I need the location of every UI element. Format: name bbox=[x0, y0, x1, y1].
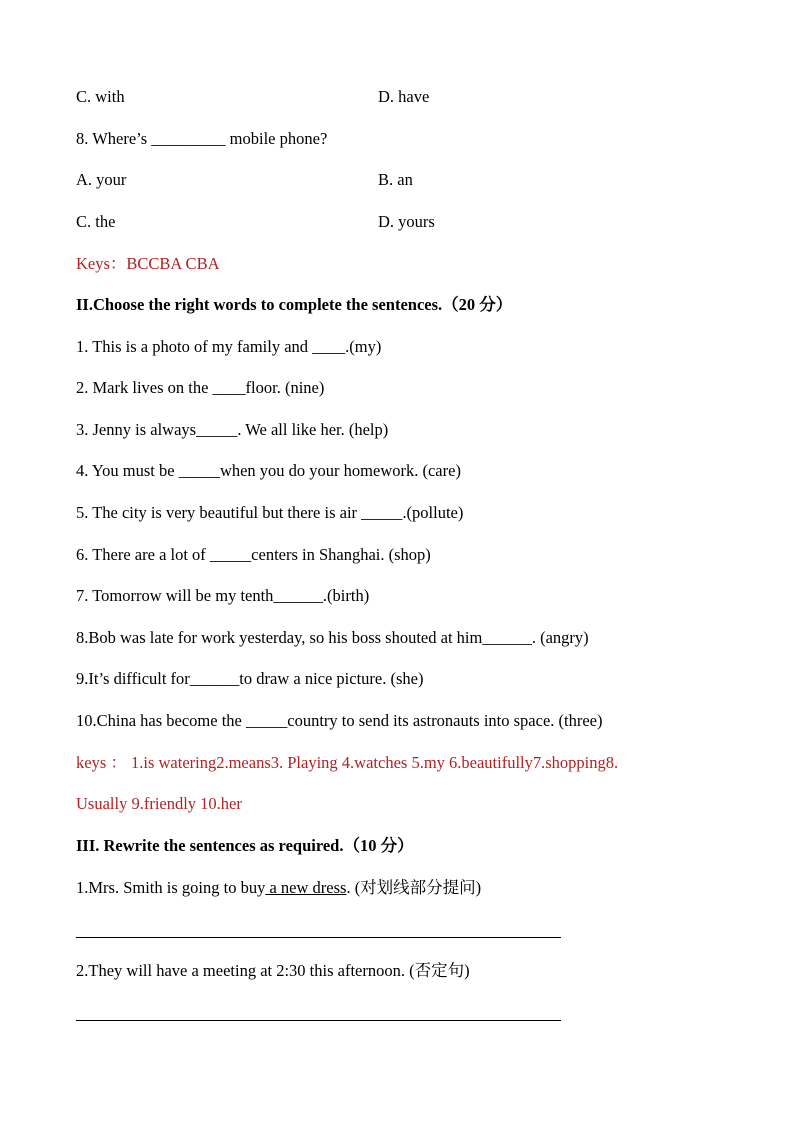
section-2-item-4: 4. You must be _____when you do your homework. (care) bbox=[76, 461, 461, 480]
section-2-item-6: 6. There are a lot of _____centers in Shanghai. (shop) bbox=[76, 545, 431, 564]
answer-line-2 bbox=[76, 1020, 561, 1021]
section-2-item-5: 5. The city is very beautiful but there is air _____.(pollute) bbox=[76, 503, 464, 522]
keys-section-2-line-1: keys ： 1.is watering2.means3. Playing 4.watches 5.my 6.beautifully7.shopping8. bbox=[76, 753, 619, 772]
section-3-q1-underlined: a new dress bbox=[265, 878, 347, 897]
section-3-title: III. Rewrite the sentences as required.（10 分） bbox=[76, 836, 414, 855]
keys-section-1: Keys：BCCBA CBA bbox=[76, 254, 220, 273]
section-2-item-9: 9.It’s difficult for______to draw a nice picture. (she) bbox=[76, 669, 424, 688]
q8-option-b: B. an bbox=[378, 170, 413, 189]
q8-option-a: A. your bbox=[76, 170, 127, 189]
section-2-item-7: 7. Tomorrow will be my tenth______.(birth) bbox=[76, 586, 370, 605]
q7-option-c: C. with bbox=[76, 87, 125, 106]
section-3-question-1 bbox=[76, 878, 481, 898]
section-2-item-8: 8.Bob was late for work yesterday, so his boss shouted at him______. (angry) bbox=[76, 628, 589, 647]
q7-option-d: D. have bbox=[378, 87, 430, 106]
section-2-item-3: 3. Jenny is always_____. We all like her. (help) bbox=[76, 420, 389, 439]
section-3-q1-prefix: 1.Mrs. Smith is going to buy bbox=[76, 878, 266, 897]
q8-option-d: D. yours bbox=[378, 212, 435, 231]
answer-line-1 bbox=[76, 937, 561, 938]
section-2-title: II.Choose the right words to complete the sentences.（20 分） bbox=[76, 295, 513, 314]
section-2-item-10: 10.China has become the _____country to send its astronauts into space. (three) bbox=[76, 711, 603, 730]
section-3-q1-suffix: . (对划线部分提问) bbox=[346, 878, 482, 897]
section-2-item-1: 1. This is a photo of my family and ____.(my) bbox=[76, 337, 382, 356]
q8-question: 8. Where’s _________ mobile phone? bbox=[76, 129, 328, 148]
section-2-item-2: 2. Mark lives on the ____floor. (nine) bbox=[76, 378, 325, 397]
keys-section-2-line-2: Usually 9.friendly 10.her bbox=[76, 794, 242, 813]
section-3-question-2: 2.They will have a meeting at 2:30 this afternoon. (否定句) bbox=[76, 961, 470, 980]
q8-option-c: C. the bbox=[76, 212, 116, 231]
